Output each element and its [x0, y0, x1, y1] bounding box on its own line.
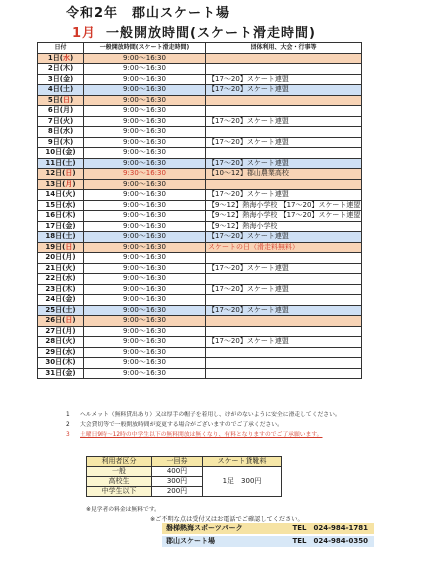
row-event: 【9～12】熱海小学校 【17～20】スケート連盟	[206, 211, 362, 222]
subtitle-text: 一般開放時間(スケート滑走時間)	[106, 26, 316, 41]
row-event: 【17～20】スケート連盟	[206, 305, 362, 316]
row-time: 9:00～16:30	[84, 200, 206, 211]
row-time: 9:00～16:30	[84, 95, 206, 106]
row-event	[206, 347, 362, 358]
weekday-text: 土	[65, 232, 73, 241]
row-event	[206, 127, 362, 138]
note-line	[66, 420, 396, 430]
date-text: 29日	[45, 347, 63, 356]
note-text: 大会貸切等で一般開放時間が変更する場合がございますのでご了承ください。	[80, 422, 283, 428]
row-event	[206, 179, 362, 190]
note-text: ヘルメット（無料貸出あり）又は厚手の帽子を着用し、けがのないように安全に滑走してください。	[80, 412, 341, 418]
row-date: 19日(日)	[38, 242, 84, 253]
row-date: 21日(火)	[38, 263, 84, 274]
row-date: 4日(土)	[38, 85, 84, 96]
schedule-row	[38, 179, 362, 190]
rental-price: 1足 300円	[203, 467, 282, 497]
row-date: 16日(木)	[38, 211, 84, 222]
row-time: 9:00～16:30	[84, 305, 206, 316]
notes-section	[66, 410, 396, 440]
row-time: 9:00～16:30	[84, 148, 206, 159]
schedule-row	[38, 95, 362, 106]
row-event	[206, 148, 362, 159]
fee-row	[87, 467, 282, 477]
row-date: 1日(水)	[38, 53, 84, 64]
fee-table	[86, 456, 282, 497]
contact-tel: TEL 024-984-0350	[292, 537, 368, 545]
schedule-row	[38, 74, 362, 85]
fee-price: 300円	[152, 477, 203, 487]
weekday-text: 土	[65, 158, 73, 167]
schedule-row	[38, 116, 362, 127]
schedule-row	[38, 106, 362, 117]
row-date: 5日(日)	[38, 95, 84, 106]
row-time: 9:00～16:30	[84, 179, 206, 190]
row-event	[206, 253, 362, 264]
weekday-text: 土	[65, 305, 73, 314]
row-event	[206, 274, 362, 285]
weekday-text: 木	[62, 137, 70, 146]
weekday-text: 土	[62, 85, 70, 94]
page-title: 令和2年 郡山スケート場	[66, 6, 231, 21]
fee-header-row	[87, 457, 282, 467]
row-event: スケートの日（滑走料無料）	[206, 242, 362, 253]
date-text: 10日	[45, 148, 63, 157]
contact-bandai	[162, 523, 374, 534]
weekday-text: 日	[65, 169, 73, 178]
row-event: 【17～20】スケート連盟	[206, 190, 362, 201]
contact-koriyama	[162, 536, 374, 547]
fee-header-rental: スケート貸靴料	[203, 457, 282, 467]
schedule-row	[38, 137, 362, 148]
row-date: 10日(金)	[38, 148, 84, 159]
row-date: 20日(月)	[38, 253, 84, 264]
row-time: 9:00～16:30	[84, 221, 206, 232]
weekday-text: 月	[65, 326, 73, 335]
row-date: 29日(水)	[38, 347, 84, 358]
fee-price: 200円	[152, 487, 203, 497]
weekday-text: 水	[62, 53, 70, 62]
date-text: 25日	[45, 305, 63, 314]
date-text: 23日	[45, 284, 63, 293]
weekday-text: 火	[65, 263, 73, 272]
schedule-row	[38, 200, 362, 211]
row-event: 【17～20】スケート連盟	[206, 74, 362, 85]
schedule-row	[38, 242, 362, 253]
row-time: 9:30～16:30	[84, 169, 206, 180]
row-time: 9:00～16:30	[84, 316, 206, 327]
row-date: 9日(木)	[38, 137, 84, 148]
schedule-row	[38, 190, 362, 201]
row-date: 31日(金)	[38, 368, 84, 379]
row-time: 9:00～16:30	[84, 284, 206, 295]
date-text: 1日	[47, 53, 60, 62]
row-date: 25日(土)	[38, 305, 84, 316]
schedule-row	[38, 221, 362, 232]
row-time: 9:00～16:30	[84, 358, 206, 369]
row-time: 9:00～16:30	[84, 295, 206, 306]
weekday-text: 木	[62, 64, 70, 73]
row-time: 9:00～16:30	[84, 137, 206, 148]
fee-price: 400円	[152, 467, 203, 477]
schedule-row	[38, 263, 362, 274]
schedule-row	[38, 64, 362, 75]
weekday-text: 水	[65, 274, 73, 283]
row-date: 7日(火)	[38, 116, 84, 127]
weekday-text: 金	[65, 221, 73, 230]
schedule-row	[38, 85, 362, 96]
schedule-body	[38, 53, 362, 379]
note-number: 1	[66, 412, 70, 418]
weekday-text: 水	[65, 347, 73, 356]
weekday-text: 火	[65, 190, 73, 199]
row-time: 9:00～16:30	[84, 326, 206, 337]
fee-note: ※見学者の料金は無料です。	[86, 507, 160, 513]
row-time: 9:00～16:30	[84, 64, 206, 75]
row-time: 9:00～16:30	[84, 116, 206, 127]
row-time: 9:00～16:30	[84, 232, 206, 243]
date-text: 9日	[47, 137, 60, 146]
row-event: 【17～20】スケート連盟	[206, 337, 362, 348]
row-date: 27日(月)	[38, 326, 84, 337]
date-text: 28日	[45, 337, 63, 346]
schedule-row	[38, 347, 362, 358]
fee-category: 高校生	[87, 477, 152, 487]
row-event	[206, 64, 362, 75]
note-number: 2	[66, 422, 70, 428]
month-label: 1月	[72, 26, 97, 41]
row-event: 【17～20】スケート連盟	[206, 284, 362, 295]
contact-name: 郡山スケート場	[166, 537, 215, 545]
weekday-text: 木	[65, 284, 73, 293]
row-time: 9:00～16:30	[84, 242, 206, 253]
schedule-row	[38, 316, 362, 327]
row-event	[206, 95, 362, 106]
row-time: 9:00～16:30	[84, 347, 206, 358]
row-date: 18日(土)	[38, 232, 84, 243]
date-text: 8日	[47, 127, 60, 136]
schedule-row	[38, 127, 362, 138]
schedule-row	[38, 326, 362, 337]
date-text: 15日	[45, 200, 63, 209]
date-text: 24日	[45, 295, 63, 304]
date-text: 17日	[45, 221, 63, 230]
row-date: 3日(金)	[38, 74, 84, 85]
date-text: 30日	[45, 358, 63, 367]
date-text: 26日	[45, 316, 63, 325]
weekday-text: 金	[62, 74, 70, 83]
contact-question: ※ご不明な点は受付又はお電話でご確認してください。	[150, 516, 304, 523]
row-event: 【9～12】熱海小学校	[206, 221, 362, 232]
row-time: 9:00～16:30	[84, 211, 206, 222]
row-date: 6日(月)	[38, 106, 84, 117]
weekday-text: 金	[65, 148, 73, 157]
weekday-text: 水	[65, 200, 73, 209]
weekday-text: 月	[65, 179, 73, 188]
date-text: 6日	[47, 106, 60, 115]
row-event	[206, 106, 362, 117]
row-time: 9:00～16:30	[84, 106, 206, 117]
schedule-row	[38, 232, 362, 243]
schedule-table	[37, 42, 362, 379]
row-date: 24日(金)	[38, 295, 84, 306]
row-time: 9:00～16:30	[84, 263, 206, 274]
weekday-text: 金	[65, 295, 73, 304]
schedule-header-row	[38, 43, 362, 54]
header-date: 日付	[38, 43, 84, 54]
fee-category: 一般	[87, 467, 152, 477]
weekday-text: 月	[65, 253, 73, 262]
row-event: 【17～20】スケート連盟	[206, 158, 362, 169]
weekday-text: 火	[62, 116, 70, 125]
date-text: 19日	[45, 242, 63, 251]
row-date: 28日(火)	[38, 337, 84, 348]
weekday-text: 水	[62, 127, 70, 136]
contact-tel: TEL 024-984-1781	[292, 524, 368, 532]
row-time: 9:00～16:30	[84, 337, 206, 348]
weekday-text: 日	[62, 95, 70, 104]
row-date: 12日(日)	[38, 169, 84, 180]
date-text: 11日	[45, 158, 63, 167]
header-time: 一般開放時間(スケート滑走時間)	[84, 43, 206, 54]
row-time: 9:00～16:30	[84, 74, 206, 85]
fee-category: 中学生以下	[87, 487, 152, 497]
date-text: 5日	[47, 95, 60, 104]
page-subtitle	[72, 22, 316, 41]
row-date: 15日(水)	[38, 200, 84, 211]
fee-header-once: 一回券	[152, 457, 203, 467]
weekday-text: 月	[62, 106, 70, 115]
row-date: 30日(木)	[38, 358, 84, 369]
row-event	[206, 53, 362, 64]
row-event	[206, 368, 362, 379]
row-date: 8日(水)	[38, 127, 84, 138]
row-date: 23日(木)	[38, 284, 84, 295]
row-event: 【17～20】スケート連盟	[206, 85, 362, 96]
weekday-text: 火	[65, 337, 73, 346]
note-line	[66, 410, 396, 420]
note-line	[66, 430, 396, 440]
row-event: 【17～20】スケート連盟	[206, 116, 362, 127]
row-time: 9:00～16:30	[84, 368, 206, 379]
row-date: 17日(金)	[38, 221, 84, 232]
contact-name: 磐梯熱海スポーツパーク	[166, 524, 243, 532]
date-text: 22日	[45, 274, 63, 283]
schedule-row	[38, 368, 362, 379]
date-text: 2日	[47, 64, 60, 73]
row-event: 【17～20】スケート連盟	[206, 137, 362, 148]
row-time: 9:00～16:30	[84, 85, 206, 96]
row-event	[206, 295, 362, 306]
row-date: 13日(月)	[38, 179, 84, 190]
weekday-text: 金	[65, 368, 73, 377]
schedule-row	[38, 211, 362, 222]
date-text: 4日	[47, 85, 60, 94]
schedule-row	[38, 148, 362, 159]
row-date: 26日(日)	[38, 316, 84, 327]
date-text: 20日	[45, 253, 63, 262]
row-date: 2日(木)	[38, 64, 84, 75]
schedule-row	[38, 358, 362, 369]
schedule-row	[38, 305, 362, 316]
row-time: 9:00～16:30	[84, 53, 206, 64]
row-event	[206, 358, 362, 369]
weekday-text: 木	[65, 211, 73, 220]
schedule-row	[38, 158, 362, 169]
row-date: 11日(土)	[38, 158, 84, 169]
row-event	[206, 326, 362, 337]
row-time: 9:00～16:30	[84, 127, 206, 138]
row-time: 9:00～16:30	[84, 158, 206, 169]
fee-header-category: 利用者区分	[87, 457, 152, 467]
date-text: 31日	[45, 368, 63, 377]
date-text: 12日	[45, 169, 63, 178]
schedule-row	[38, 337, 362, 348]
row-event	[206, 316, 362, 327]
schedule-row	[38, 53, 362, 64]
date-text: 7日	[47, 116, 60, 125]
schedule-row	[38, 274, 362, 285]
row-event: 【9～12】熱海小学校 【17～20】スケート連盟	[206, 200, 362, 211]
date-text: 16日	[45, 211, 63, 220]
row-date: 14日(火)	[38, 190, 84, 201]
schedule-row	[38, 284, 362, 295]
row-time: 9:00～16:30	[84, 274, 206, 285]
date-text: 13日	[45, 179, 63, 188]
date-text: 18日	[45, 232, 63, 241]
date-text: 21日	[45, 263, 63, 272]
row-date: 22日(水)	[38, 274, 84, 285]
row-event: 【17～20】スケート連盟	[206, 232, 362, 243]
schedule-row	[38, 169, 362, 180]
row-time: 9:00～16:30	[84, 253, 206, 264]
date-text: 3日	[47, 74, 60, 83]
row-event: 【10～12】郡山農業高校	[206, 169, 362, 180]
weekday-text: 木	[65, 358, 73, 367]
row-time: 9:00～16:30	[84, 190, 206, 201]
row-event: 【17～20】スケート連盟	[206, 263, 362, 274]
date-text: 27日	[45, 326, 63, 335]
schedule-row	[38, 295, 362, 306]
note-number: 3	[66, 432, 70, 438]
header-event: 団体利用、大会・行事等	[206, 43, 362, 54]
weekday-text: 日	[65, 242, 73, 251]
note-text-highlight: 土曜日9時～12時の中学生以下の無料開放は無くなり、有料となりますのでご了承願います。	[80, 432, 323, 438]
weekday-text: 日	[65, 316, 73, 325]
date-text: 14日	[45, 190, 63, 199]
schedule-row	[38, 253, 362, 264]
